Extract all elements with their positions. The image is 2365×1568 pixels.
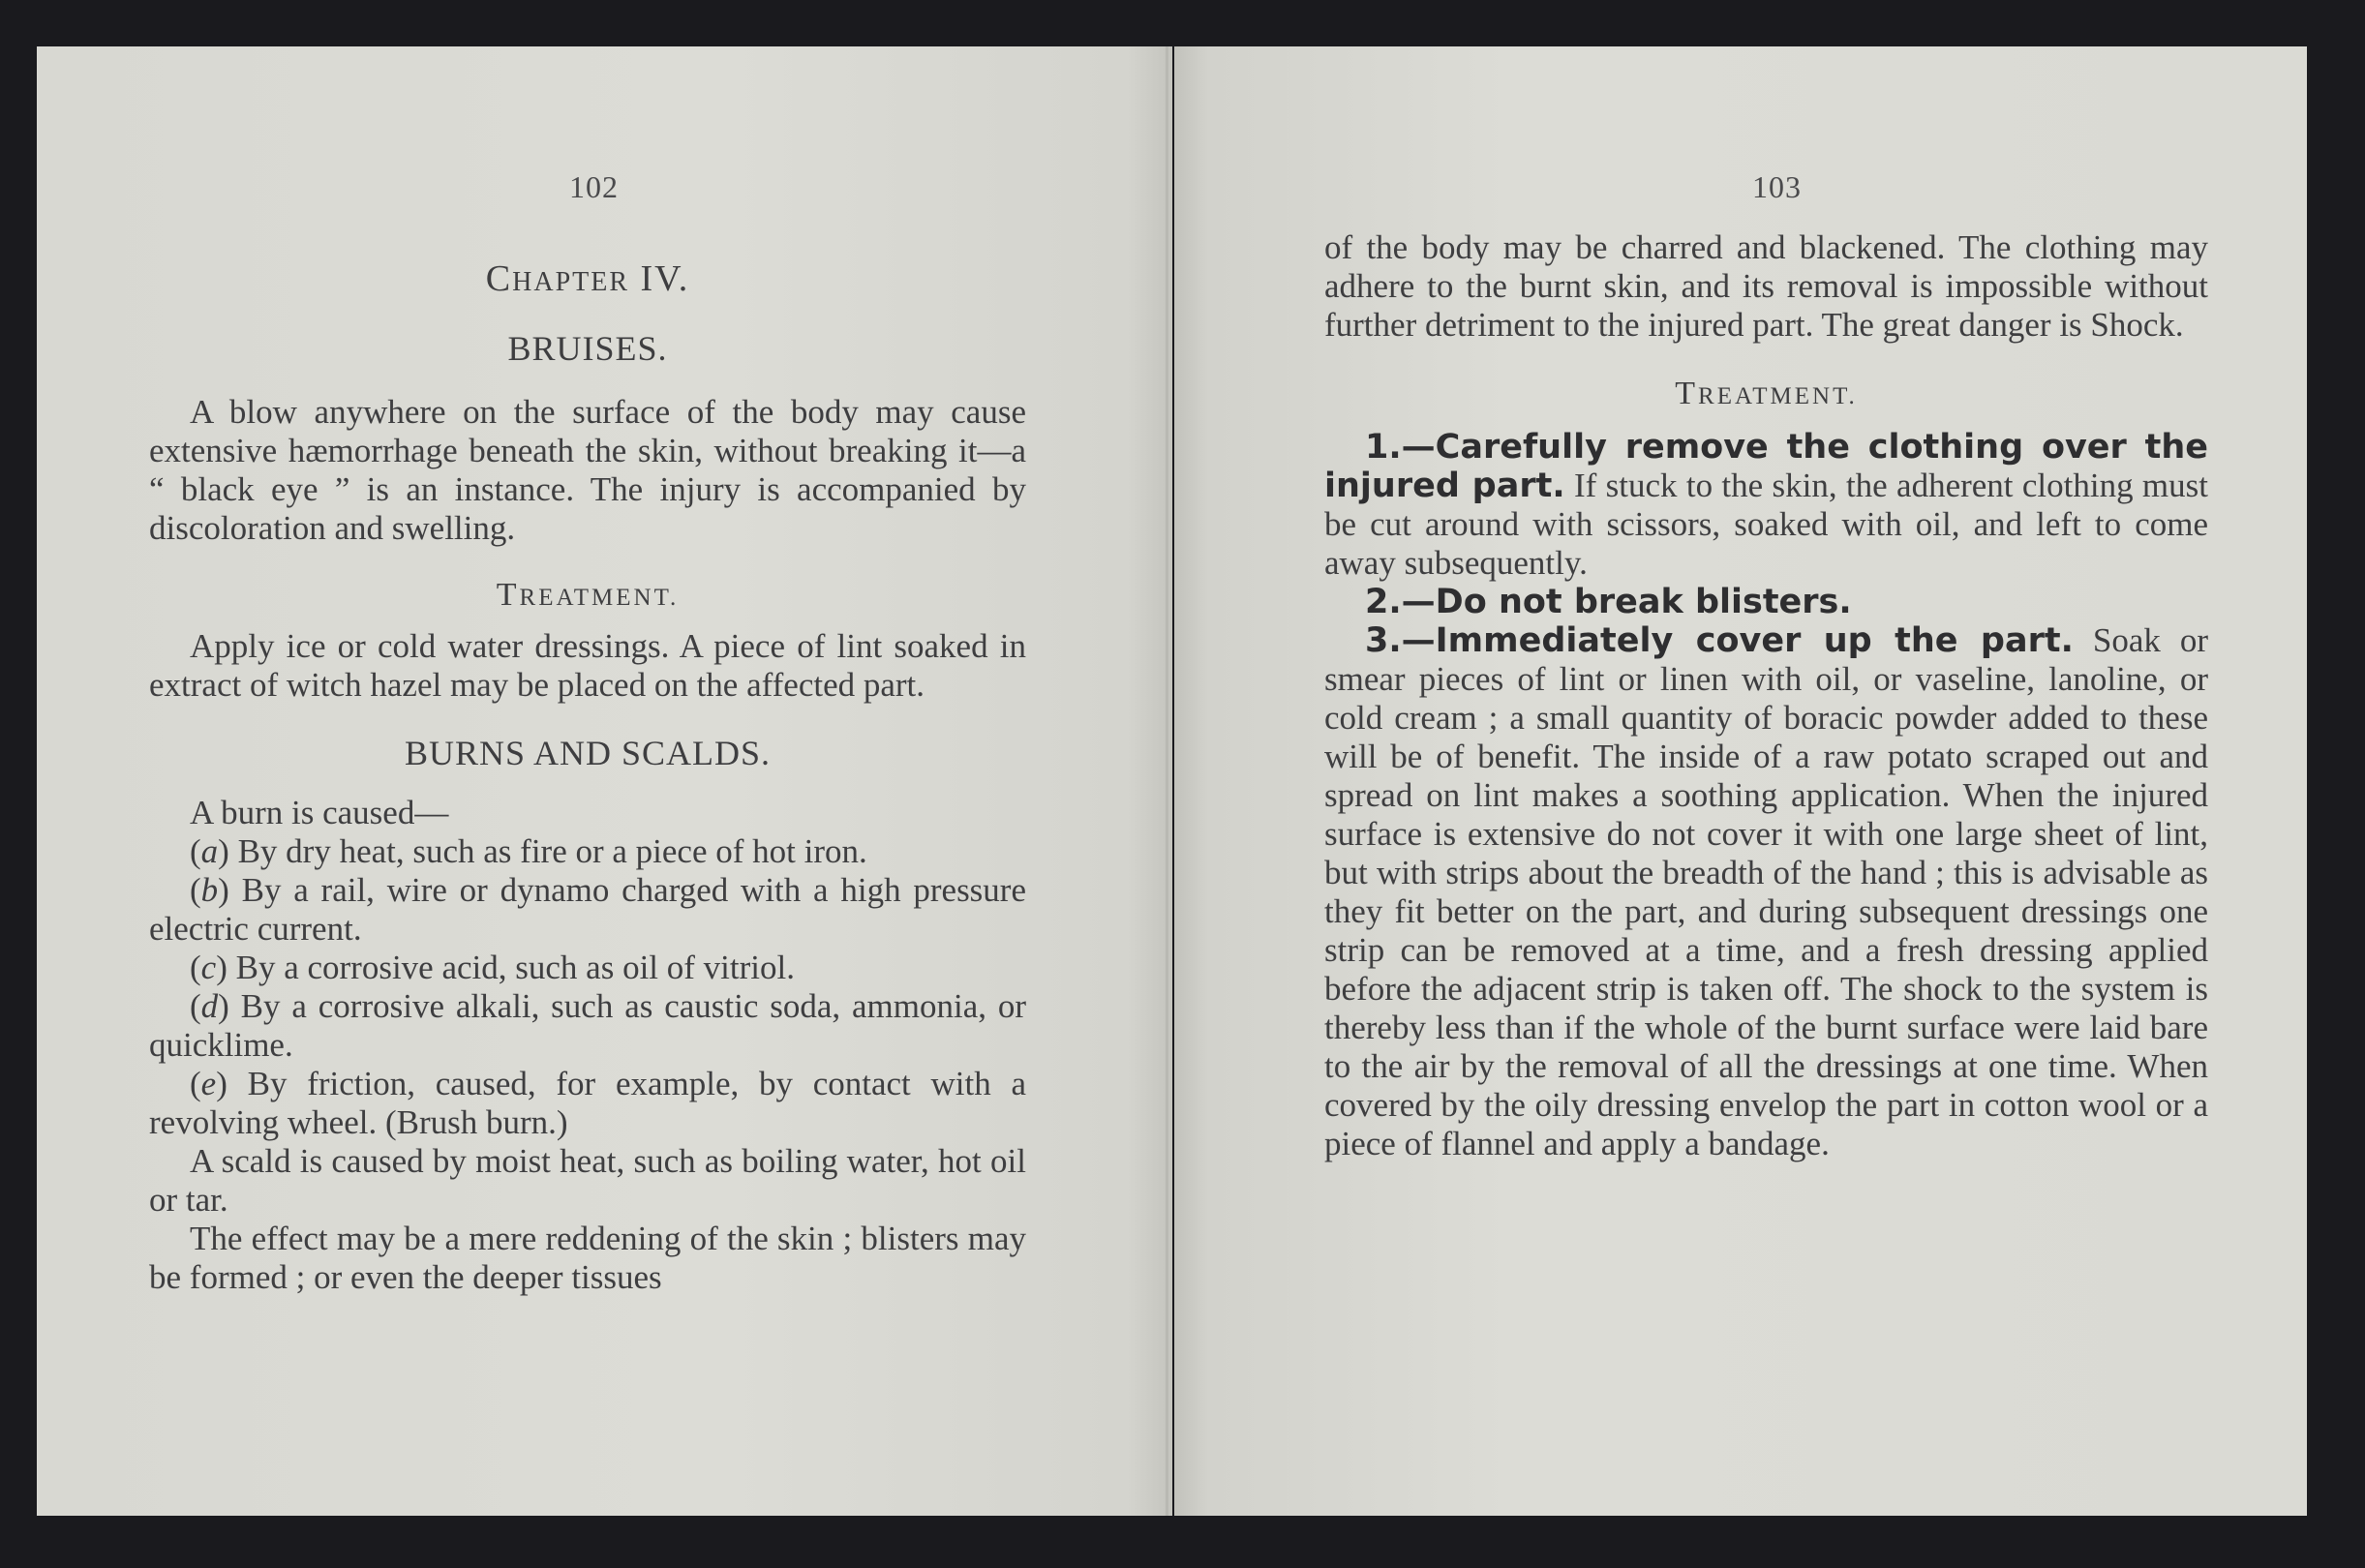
item-label: d [200, 987, 219, 1025]
step-number: 2. [1365, 583, 1402, 621]
step-number: 1. [1365, 428, 1402, 467]
item-label: e [200, 1065, 217, 1102]
step-detail: If stuck to the skin, the adherent clothing must be cut around with scissors, soaked with oil, and left to come away subsequently. [1324, 467, 2208, 582]
burns-treatment-heading [1324, 374, 2208, 416]
item-text: By dry heat, such as fire or a piece of hot iron. [237, 832, 867, 870]
step-number: 3. [1365, 621, 1402, 660]
item-label: a [200, 832, 219, 870]
treatment-step-2: 2.—Do not break blisters. [1365, 583, 1852, 621]
treatment-word: REATMENT. [519, 585, 680, 611]
book-gutter [1166, 46, 1168, 1516]
step-instruction: Do not break blisters. [1435, 583, 1852, 621]
item-label: b [200, 871, 219, 909]
item-text: By a corrosive acid, such as oil of vitriol. [235, 949, 795, 986]
treatment-step-1: 1.—Carefully remove the clothing over the injured part. If stuck to the skin, the adherent clothing must be cut around with scissors, soaked with oil, and left to come away subsequently. [1324, 428, 2208, 582]
chapter-initial: C [485, 258, 513, 299]
continuation-paragraph: of the body may be charred and blackened. The clothing may adhere to the burnt skin, and its removal is impossible without further detriment to the injured part. The great danger is Shock. [1324, 228, 2208, 344]
bruises-treatment-paragraph: Apply ice or cold water dressings. A piece of lint soaked in extract of witch hazel may be placed on the affected part. [149, 627, 1026, 704]
step-instruction: Immediately cover up the part. [1435, 621, 2074, 660]
burn-item-a: (a) By dry heat, such as fire or a piece of hot iron. [190, 832, 867, 870]
treatment-initial: T [496, 577, 520, 613]
item-text: By a corrosive alkali, such as caustic soda, ammonia, or quicklime. [149, 987, 1026, 1064]
effect-paragraph: The effect may be a mere reddening of the skin ; blisters may be formed ; or even the deeper tissues [149, 1220, 1026, 1296]
bruises-treatment-heading [149, 575, 1026, 618]
scald-paragraph: A scald is caused by moist heat, such as boiling water, hot oil or tar. [149, 1142, 1026, 1219]
treatment-word: REATMENT. [1698, 383, 1858, 409]
page-number-right: 103 [1752, 169, 1802, 204]
burn-item-b: (b) By a rail, wire or dynamo charged with a high pressure electric current. [149, 871, 1026, 948]
chapter-number: IV. [640, 258, 690, 299]
bruises-heading: BRUISES. [507, 329, 668, 368]
item-text: By a rail, wire or dynamo charged with a high pressure electric current. [149, 871, 1026, 948]
page-number-left: 102 [569, 169, 619, 204]
treatment-initial: T [1675, 376, 1699, 411]
left-page-text [149, 259, 1026, 1297]
chapter-heading [149, 259, 1026, 302]
step-instruction: Carefully remove the clothing over the injured part. [1324, 428, 2208, 505]
burns-intro: A burn is caused— [190, 794, 449, 831]
item-text: By friction, caused, for example, by contact with a revolving wheel. (Brush burn.) [149, 1065, 1027, 1141]
bruises-paragraph: A blow anywhere on the surface of the body may cause extensive hæmorrhage beneath the skin, without breaking it—a “ black eye ” is an instance. The injury is accompanied by discoloration and swelling. [149, 393, 1026, 547]
step-detail: Soak or smear pieces of lint or linen with oil, or vaseline, lanoline, or cold cream ; a small quantity of boracic powder added to these will be of benefit. The inside of a raw potato scraped out and spread on lint makes a soothing application. When the injured surface is extensive do not cover it with one large sheet of lint, but with strips about the breadth of the hand ; this is advisable as they fit better on the part, and during subsequent dressings one strip can be removed at a time, and a fresh dressing applied before the adjacent strip is taken off. The shock to the system is thereby less than if the whole of the burnt surface were laid bare to the air by the removal of all the dressings at one time. When covered by the oily dressing envelop the part in cotton wool or a piece of flannel and apply a bandage. [1324, 621, 2209, 1162]
burns-heading: BURNS AND SCALDS. [404, 734, 772, 772]
burn-item-c: (c) By a corrosive acid, such as oil of vitriol. [190, 949, 795, 986]
item-label: c [200, 949, 217, 986]
treatment-step-3: 3.—Immediately cover up the part. Soak or smear pieces of lint or linen with oil, or vaseline, lanoline, or cold cream ; a small quantity of boracic powder added to these will be of benefit. The inside of a raw potato scraped out and spread on lint makes a soothing application. When the injured surface is extensive do not cover it with one large sheet of lint, but with strips about the breadth of the hand ; this is advisable as they fit better on the part, and during subsequent dressings one strip can be removed at a time, and a fresh dressing applied before the adjacent strip is taken off. The shock to the system is thereby less than if the whole of the burnt surface were laid bare to the air by the removal of all the dressings at one time. When covered by the oily dressing envelop the part in cotton wool or a piece of flannel and apply a bandage. [1324, 621, 2209, 1162]
right-page-text [1324, 228, 2208, 1163]
chapter-word: HAPTER [512, 267, 630, 297]
burn-item-d: (d) By a corrosive alkali, such as caustic soda, ammonia, or quicklime. [149, 987, 1026, 1064]
burn-item-e: (e) By friction, caused, for example, by contact with a revolving wheel. (Brush burn.) [149, 1065, 1027, 1141]
